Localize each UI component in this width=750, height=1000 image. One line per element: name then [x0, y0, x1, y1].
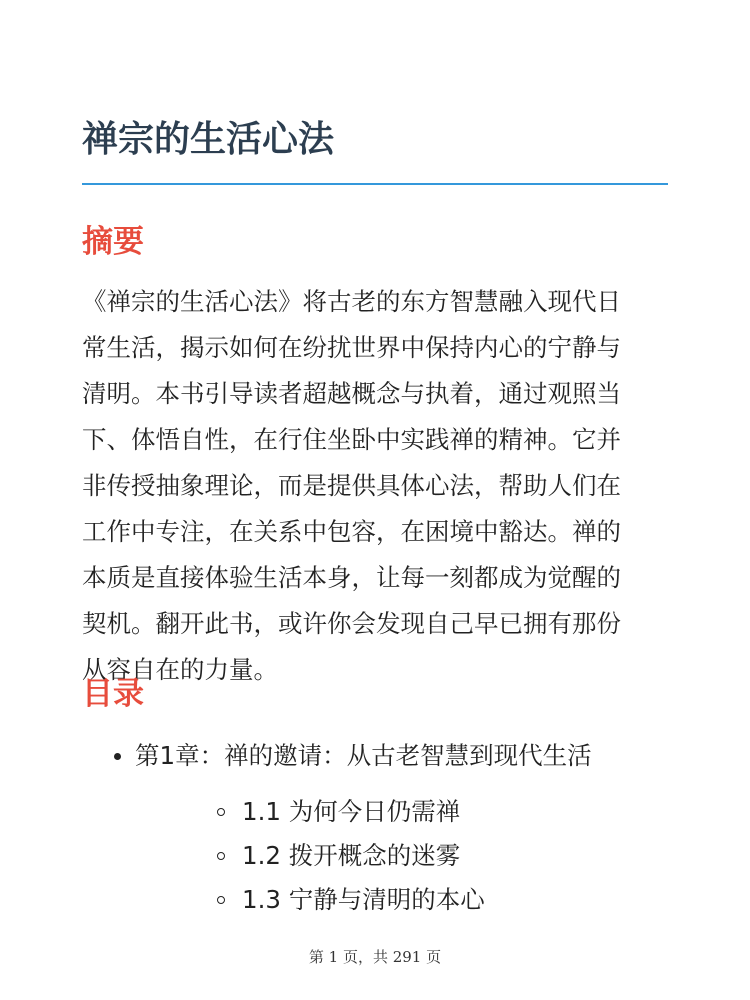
abstract-line: 本质是直接体验生活本身，让每一刻都成为觉醒的 — [82, 563, 621, 592]
bullet-dot-icon — [114, 753, 121, 760]
toc-chapter-label: 第1章：禅的邀请：从古老智慧到现代生活 — [135, 741, 592, 770]
toc-heading: 目录 — [82, 676, 144, 712]
bullet-circle-icon — [217, 852, 225, 860]
toc-section-item[interactable] — [188, 878, 682, 922]
page-number-footer: 第 1 页，共 291 页 — [308, 948, 442, 966]
abstract-line: 清明。本书引导读者超越概念与执着，通过观照当 — [82, 379, 621, 408]
table-of-contents — [82, 732, 682, 922]
toc-chapter-item[interactable] — [82, 732, 682, 922]
toc-section-label: 1.1 为何今日仍需禅 — [242, 797, 461, 826]
toc-section-item[interactable] — [188, 834, 682, 878]
abstract-line: 《禅宗的生活心法》将古老的东方智慧融入现代日 — [82, 287, 621, 316]
abstract-heading: 摘要 — [82, 224, 144, 260]
abstract-line: 下、体悟自性，在行住坐卧中实践禅的精神。它并 — [82, 425, 621, 454]
toc-section-item[interactable] — [188, 790, 682, 834]
bullet-circle-icon — [217, 808, 225, 816]
abstract-line: 工作中专注，在关系中包容，在困境中豁达。禅的 — [82, 517, 621, 546]
bullet-circle-icon — [217, 896, 225, 904]
toc-section-label: 1.3 宁静与清明的本心 — [242, 885, 485, 914]
toc-section-label: 1.2 拨开概念的迷雾 — [242, 841, 461, 870]
toc-section-list — [135, 790, 682, 922]
abstract-line: 常生活，揭示如何在纷扰世界中保持内心的宁静与 — [82, 333, 621, 362]
page-title: 禅宗的生活心法 — [82, 119, 335, 160]
abstract-paragraph — [82, 279, 682, 693]
abstract-line: 非传授抽象理论，而是提供具体心法，帮助人们在 — [82, 471, 621, 500]
title-divider — [82, 183, 668, 185]
abstract-line: 契机。翻开此书，或许你会发现自己早已拥有那份 — [82, 609, 621, 638]
abstract-line: 从容自在的力量。 — [82, 655, 278, 684]
